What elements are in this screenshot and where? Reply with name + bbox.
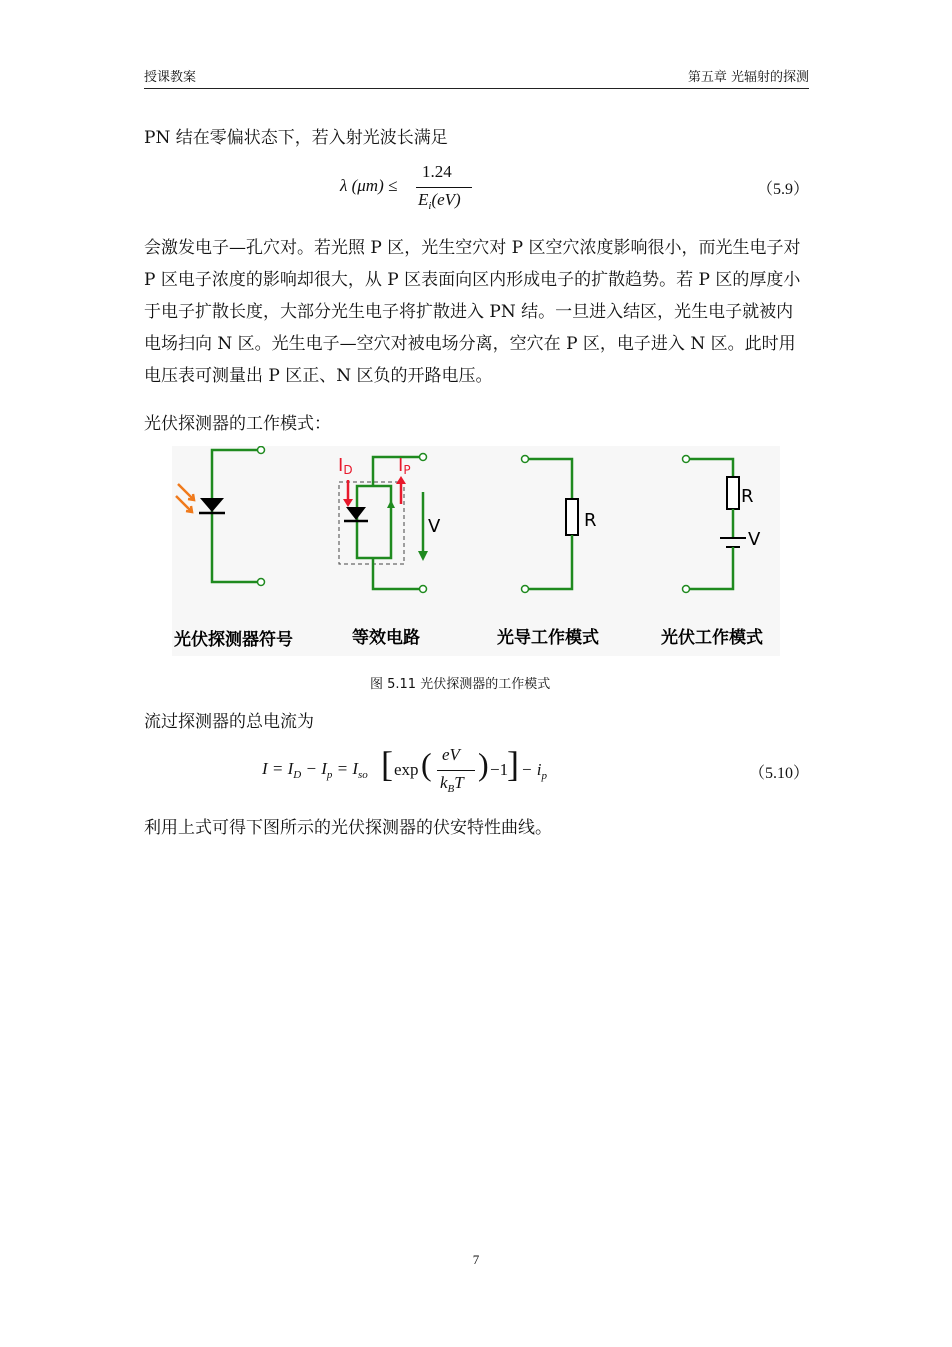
eq510-number: （5.10） [748,765,809,782]
paragraph-intro: PN 结在零偏状态下，若入射光波长满足 [144,128,448,148]
header-rule [144,88,809,89]
eq59-numerator: 1.24 [422,162,452,181]
paragraph-iv-curve: 利用上式可得下图所示的光伏探测器的伏安特性曲线。 [144,818,552,838]
label-photovoltaic: 光伏工作模式 [661,628,763,648]
eq510-right-bracket: ] [507,744,519,784]
eq510-right-paren: ) [478,746,489,782]
label-symbol: 光伏探测器符号 [174,630,293,650]
eq59-denominator: $E_i(eV)$ [418,190,461,212]
eq510-lhs: $I = I_D - I_p = I_{so}$ [262,759,368,781]
resistor-icon [566,499,578,535]
paragraph-pn-junction: 会激发电子—孔穴对。若光照 P 区，光生空穴对 P 区空穴浓度影响很小，而光生电子对 P 区电子浓度的影响却很大，从 P 区表面向区内形成电子的扩散趋势。若 P 区的厚度小于电子扩散长度，大部分光生电子将扩散进入 PN 结。一旦进入结区，光生电子就被内电场扫向 N 区。光生电子—空穴对被电场分离，空穴在 P 区，电子进入 N 区。此时用电压表可测量出 P 区正、N 区负的开路电压。 [144,238,801,386]
eq510-frac-den: $k_BT$ [440,773,464,795]
label-v2: V [748,529,761,550]
eq59-lhs: λ (μm) ≤ [340,176,398,195]
figure-operating-modes [172,446,780,656]
eq510-left-bracket: [ [381,744,393,784]
figure-panel [172,446,780,656]
eq510-tail: − $i_p$ [521,760,547,782]
label-photoconductive: 光导工作模式 [497,628,599,648]
header-right: 第五章 光辐射的探测 [687,70,809,85]
label-v1: V [428,516,441,537]
label-equivalent: 等效电路 [352,628,420,648]
paragraph-total-current: 流过探测器的总电流为 [144,712,314,732]
label-r1: R [584,510,597,531]
eq510-frac-num: eV [442,745,460,764]
label-ip: IP [398,455,411,477]
eq59-fraction-bar [416,187,472,188]
eq510-exp: exp [394,760,419,779]
resistor-icon [727,477,739,509]
paragraph-modes: 光伏探测器的工作模式： [144,414,331,434]
eq59-number: （5.9） [756,181,809,198]
label-id: ID [338,455,353,477]
eq510-minus-one: −1 [490,760,509,779]
eq510-fraction-bar [437,770,475,771]
page-number: 7 [472,1252,480,1267]
figure-caption: 图 5.11 光伏探测器的工作模式 [370,677,551,692]
header-left: 授课教案 [144,70,197,85]
label-r2: R [741,486,754,507]
eq510-left-paren: ( [421,746,432,782]
